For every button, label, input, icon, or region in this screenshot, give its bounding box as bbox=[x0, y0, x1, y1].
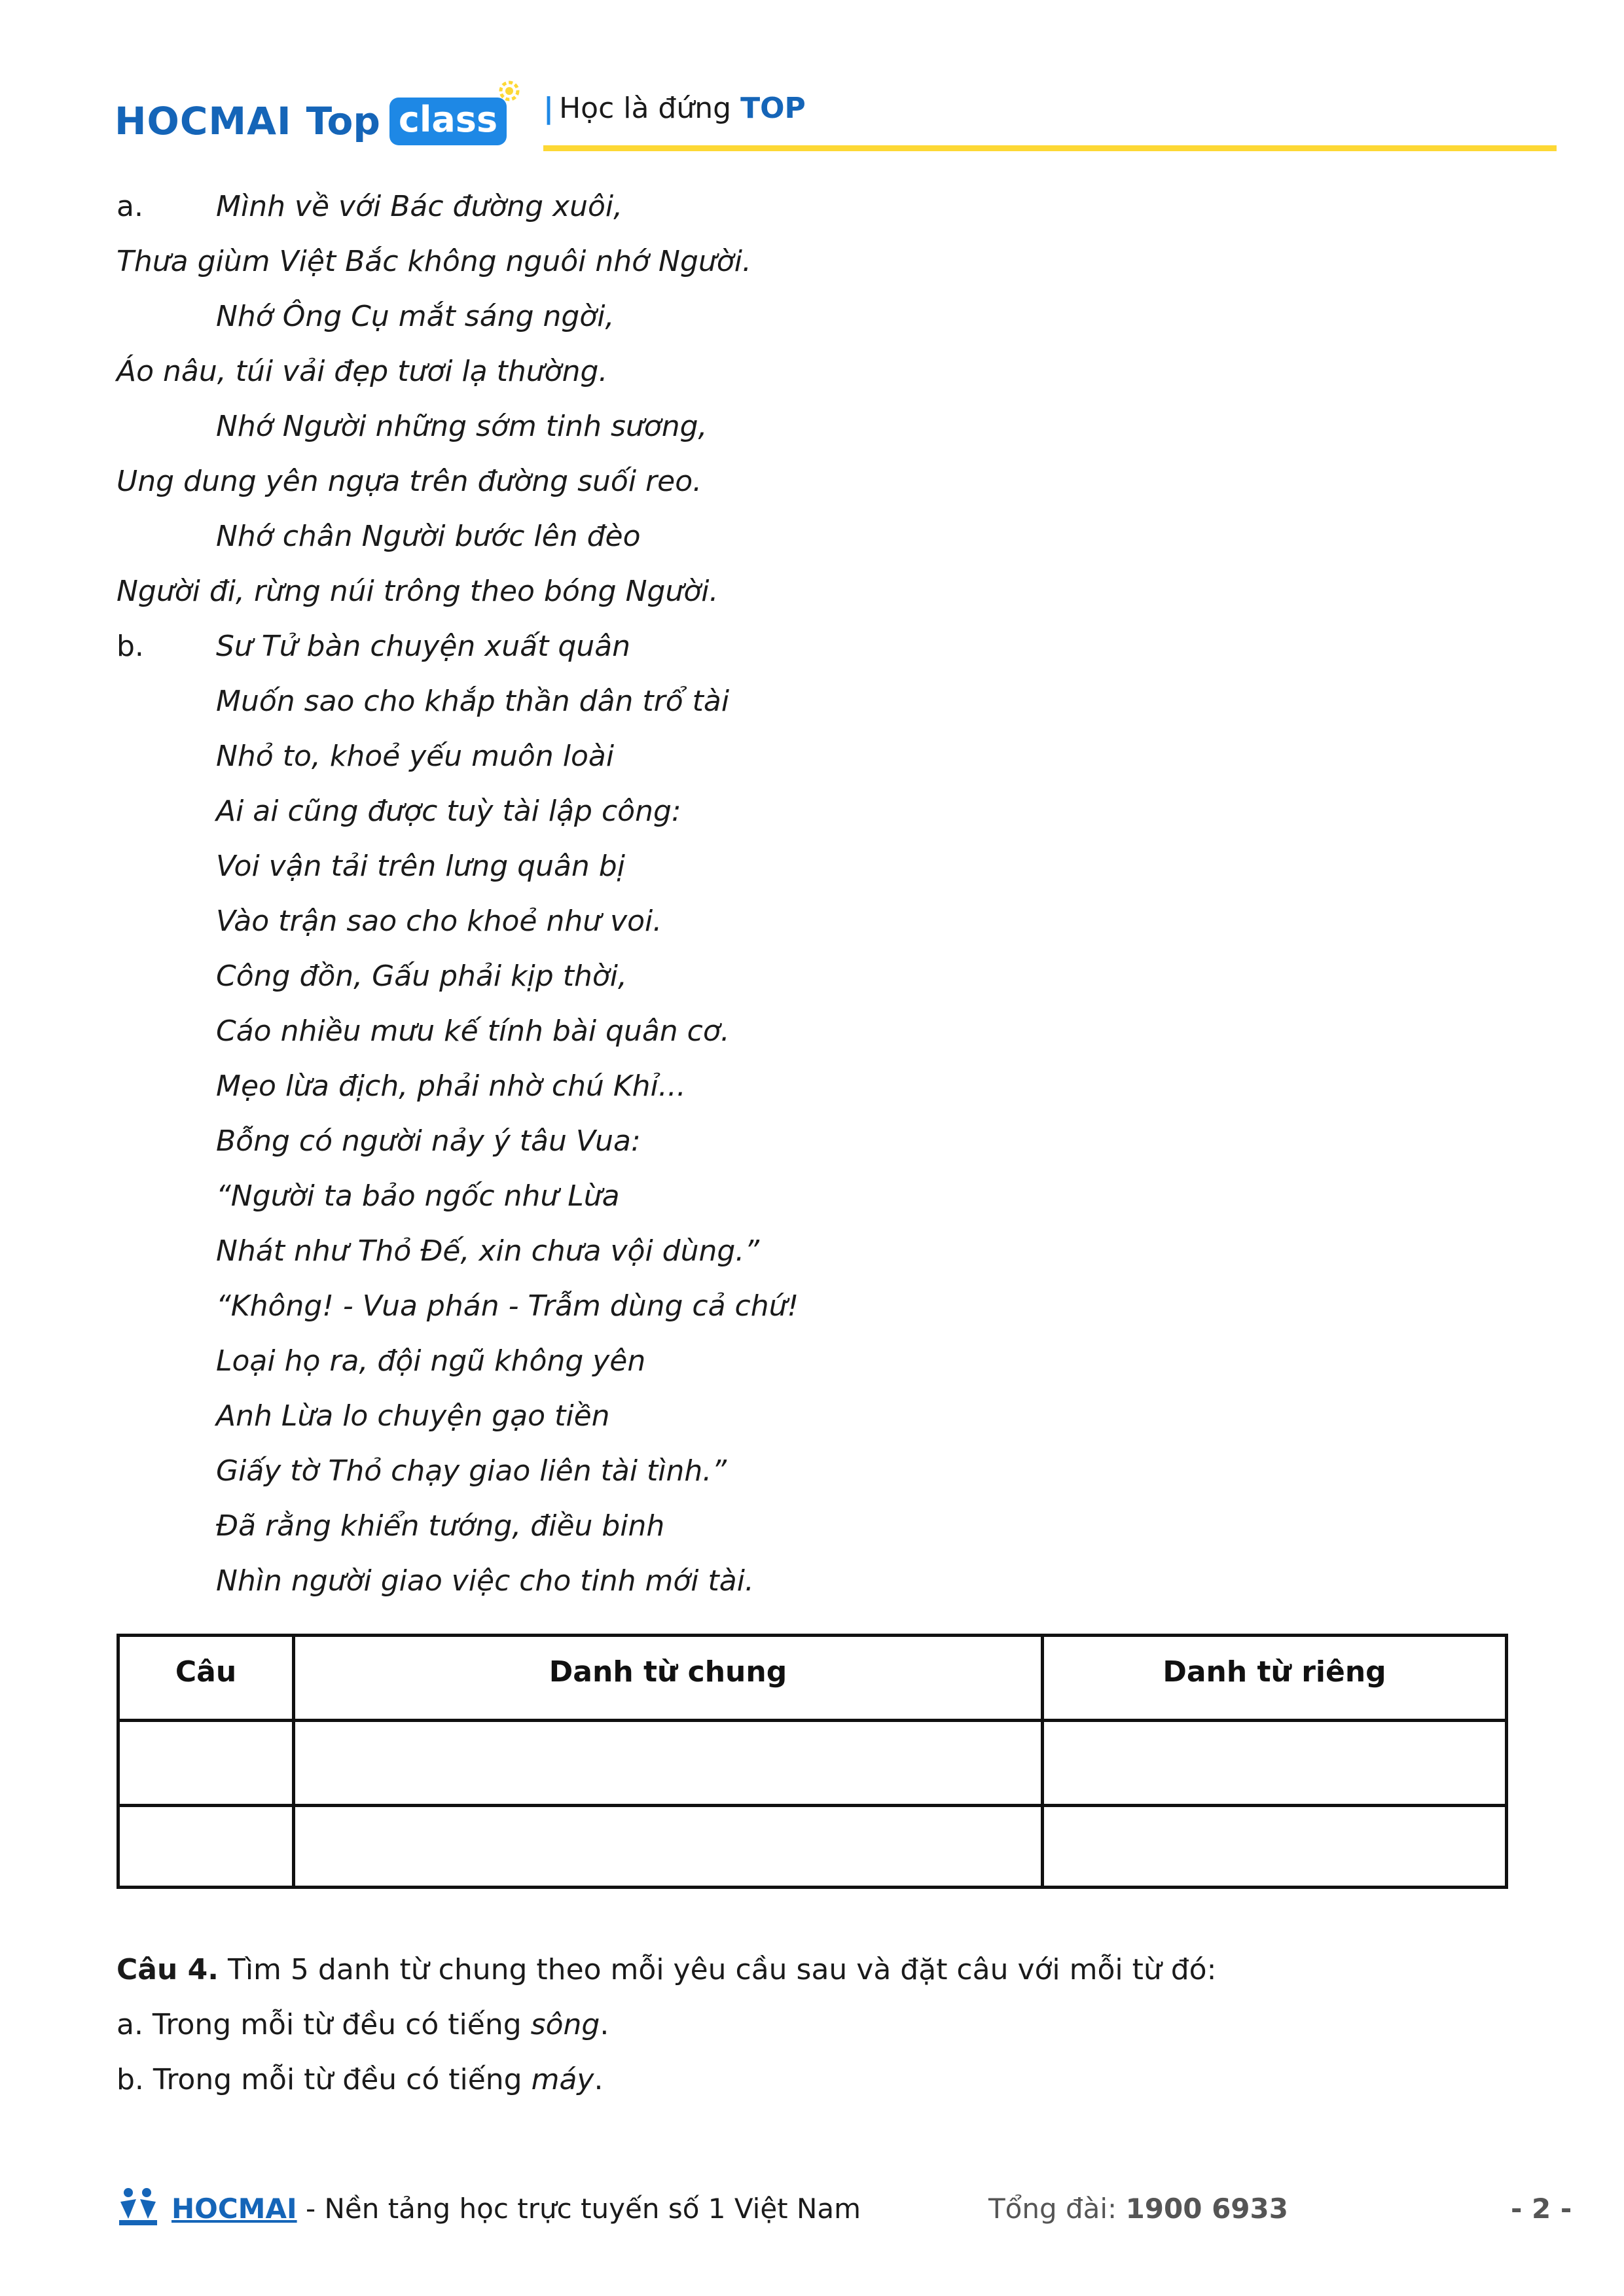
question-4b-word: máy bbox=[531, 2063, 594, 2096]
poem-line: Ung dung yên ngựa trên đường suối reo. bbox=[117, 465, 702, 498]
footer-hotline bbox=[988, 2193, 1288, 2225]
tagline-top: TOP bbox=[740, 92, 806, 125]
tagline-text: Học là đứng bbox=[559, 92, 741, 125]
question-4b bbox=[117, 2063, 603, 2096]
poem-line: Nhớ Ông Cụ mắt sáng ngời, bbox=[216, 300, 615, 333]
poem-line: “Người ta bảo ngốc như Lừa bbox=[216, 1179, 620, 1213]
question-4-label: Câu 4. bbox=[117, 1953, 219, 1986]
question-4b-end: . bbox=[594, 2063, 604, 2096]
question-4a bbox=[117, 2008, 609, 2041]
brand-top: Top bbox=[306, 99, 380, 143]
poem-line: Sư Tử bàn chuyện xuất quân bbox=[216, 630, 631, 663]
poem-line: Muốn sao cho khắp thần dân trổ tài bbox=[216, 685, 730, 718]
poem-line: Mình về với Bác đường xuôi, bbox=[216, 190, 623, 223]
poem-line: Vào trận sao cho khoẻ như voi. bbox=[216, 905, 662, 938]
poem-line: Người đi, rừng núi trông theo bóng Người. bbox=[117, 575, 719, 608]
table-cell[interactable] bbox=[120, 1807, 292, 1886]
poem-line: Nhớ Người những sớm tinh sương, bbox=[216, 410, 708, 443]
poem-line: Nhìn người giao việc cho tinh mới tài. bbox=[216, 1564, 754, 1598]
poem-line: Công đồn, Gấu phải kịp thời, bbox=[216, 960, 627, 993]
question-4 bbox=[117, 1953, 1216, 1986]
footer-slogan: - Nền tảng học trực tuyến số 1 Việt Nam bbox=[297, 2193, 861, 2225]
section-b-marker: b. bbox=[117, 630, 144, 663]
poem-line: Thưa giùm Việt Bắc không nguôi nhớ Người. bbox=[117, 245, 751, 278]
poem-line: Nhỏ to, khoẻ yếu muôn loài bbox=[216, 740, 615, 773]
table-cell[interactable] bbox=[1044, 1807, 1505, 1886]
gear-icon bbox=[496, 78, 522, 104]
brand-logo bbox=[115, 92, 507, 151]
table-cell[interactable] bbox=[1044, 1722, 1505, 1804]
question-4a-word: sông bbox=[530, 2008, 600, 2041]
poem-line: Nhớ chân Người bước lên đèo bbox=[216, 520, 641, 553]
footer-hotline-label: Tổng đài: bbox=[988, 2193, 1126, 2225]
poem-line: Áo nâu, túi vải đẹp tươi lạ thường. bbox=[117, 355, 608, 388]
tagline-bar: | bbox=[543, 92, 554, 125]
table-cell[interactable] bbox=[295, 1807, 1041, 1886]
question-4b-prefix: b. Trong mỗi từ đều có tiếng bbox=[117, 2063, 532, 2096]
poem-line: Voi vận tải trên lưng quân bị bbox=[216, 850, 625, 883]
brand-class-text: class bbox=[398, 98, 498, 140]
tagline bbox=[543, 92, 806, 125]
poem-line: Ai ai cũng được tuỳ tài lập công: bbox=[216, 795, 681, 828]
header-divider bbox=[543, 145, 1557, 151]
brand-hocmai: HOCMAI bbox=[115, 99, 292, 143]
hocmai-logo-icon bbox=[117, 2186, 160, 2227]
poem-line: Loại họ ra, đội ngũ không yên bbox=[216, 1344, 646, 1378]
table-cell[interactable] bbox=[295, 1722, 1041, 1804]
poem-line: Giấy tờ Thỏ chạy giao liên tài tình.” bbox=[216, 1454, 727, 1488]
poem-line: Anh Lừa lo chuyện gạo tiền bbox=[216, 1399, 610, 1433]
question-4a-end: . bbox=[600, 2008, 609, 2041]
footer-left bbox=[171, 2193, 861, 2225]
poem-line: “Không! - Vua phán - Trẫm dùng cả chứ! bbox=[216, 1289, 799, 1323]
question-4-text: Tìm 5 danh từ chung theo mỗi yêu cầu sau và đặt câu với mỗi từ đó: bbox=[218, 1953, 1217, 1986]
poem-line: Bỗng có người nảy ý tâu Vua: bbox=[216, 1124, 641, 1158]
poem-line: Mẹo lừa địch, phải nhờ chú Khỉ... bbox=[216, 1069, 686, 1103]
table-cell[interactable] bbox=[120, 1722, 292, 1804]
table-header-danh-tu-chung: Danh từ chung bbox=[549, 1655, 787, 1689]
poem-line: Nhát như Thỏ Đế, xin chưa vội dùng.” bbox=[216, 1234, 760, 1268]
section-a-marker: a. bbox=[117, 190, 143, 223]
footer-hotline-number: 1900 6933 bbox=[1125, 2193, 1288, 2225]
poem-line: Cáo nhiều mưu kế tính bài quân cơ. bbox=[216, 1014, 730, 1048]
page-number: - 2 - bbox=[1511, 2193, 1572, 2225]
noun-table bbox=[117, 1634, 1508, 1889]
table-header-cau: Câu bbox=[175, 1655, 237, 1689]
brand-class-badge bbox=[389, 98, 507, 145]
footer-brand-link[interactable]: HOCMAI bbox=[171, 2193, 297, 2225]
question-4a-prefix: a. Trong mỗi từ đều có tiếng bbox=[117, 2008, 531, 2041]
poem-line: Đã rằng khiển tướng, điều binh bbox=[216, 1509, 665, 1543]
table-header-danh-tu-rieng: Danh từ riêng bbox=[1163, 1655, 1386, 1689]
